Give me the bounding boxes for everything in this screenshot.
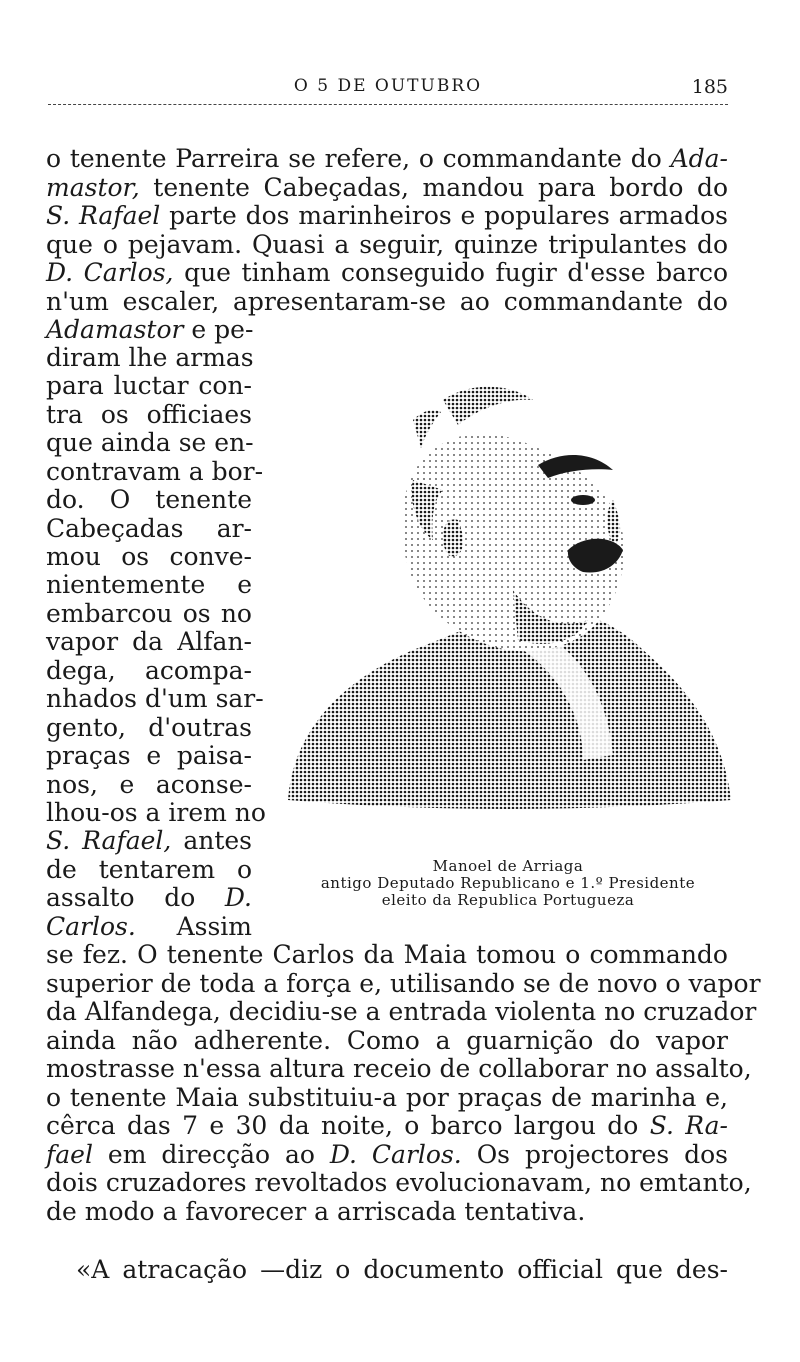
text-line: Cabeçadas ar- xyxy=(46,514,252,543)
text-line: mou os conve- xyxy=(46,542,252,571)
page-number: 185 xyxy=(691,76,728,98)
text-line: superior de toda a força e, utilisando se de novo o vapor xyxy=(46,969,761,998)
text-line: vapor da Alfan- xyxy=(46,627,252,656)
text-line: nos, e aconse- xyxy=(46,770,252,799)
text-line: «A atracação —diz o documento official que des- xyxy=(76,1255,728,1284)
text-line: n'um escaler, apresentaram-se ao commandante do xyxy=(46,287,728,316)
running-title: O 5 DE OUTUBRO xyxy=(293,76,483,96)
text-line: lhou-os a irem no xyxy=(46,798,266,827)
text-line: Carlos. Assim xyxy=(46,912,252,941)
text-line: contravam a bor- xyxy=(46,457,264,486)
text-line: de modo a favorecer a arriscada tentativa. xyxy=(46,1197,586,1226)
text-line: para luctar con- xyxy=(46,371,252,400)
text-line: que ainda se en- xyxy=(46,428,254,457)
text-line: S. Rafael parte dos marinheiros e populares armados xyxy=(46,201,728,230)
text-line: embarcou os no xyxy=(46,599,252,628)
text-line: mastor, tenente Cabeçadas, mandou para bordo do xyxy=(46,173,728,202)
text-line: mostrasse n'essa altura receio de collaborar no assalto, xyxy=(46,1054,752,1083)
text-line: nientemente e xyxy=(46,570,252,599)
text-line: cêrca das 7 e 30 da noite, o barco largou do S. Ra- xyxy=(46,1111,728,1140)
text-line: diram lhe armas xyxy=(46,343,254,372)
text-line: de tentarem o xyxy=(46,855,252,884)
text-line: do. O tenente xyxy=(46,485,252,514)
text-line: tra os officiaes xyxy=(46,400,252,429)
text-line: gento, d'outras xyxy=(46,713,252,742)
text-line: Adamastor e pe- xyxy=(46,315,254,344)
running-header xyxy=(48,76,728,104)
portrait-illustration xyxy=(283,350,733,855)
text-line: da Alfandega, decidiu-se a entrada violenta no cruzador xyxy=(46,997,757,1026)
text-line: S. Rafael, antes xyxy=(46,826,253,855)
text-line: D. Carlos, que tinham conseguido fugir d'esse barco xyxy=(46,258,728,287)
text-line: assalto do D. xyxy=(46,883,252,912)
text-line: praças e paisa- xyxy=(46,741,252,770)
text-line: o tenente Maia substituiu-a por praças de marinha e, xyxy=(46,1083,728,1112)
text-line: dois cruzadores revoltados evolucionavam, no emtanto, xyxy=(46,1168,752,1197)
text-line: ainda não adherente. Como a guarnição do vapor xyxy=(46,1026,728,1055)
text-line: fael em direcção ao D. Carlos. Os projectores dos xyxy=(46,1140,729,1169)
figure-caption-title-cont: eleito da Republica Portugueza xyxy=(381,891,635,909)
text-line: se fez. O tenente Carlos da Maia tomou o commando xyxy=(46,940,728,969)
figure-caption-title: antigo Deputado Republicano e 1.º Presidente xyxy=(320,874,696,892)
text-line: dega, acompa- xyxy=(46,656,252,685)
text-line: nhados d'um sar- xyxy=(46,684,264,713)
text-line: o tenente Parreira se refere, o commandante do Ada- xyxy=(46,144,728,173)
header-rule xyxy=(48,104,728,105)
figure-caption-name: Manoel de Arriaga xyxy=(432,857,584,875)
text-line: que o pejavam. Quasi a seguir, quinze tripulantes do xyxy=(46,230,728,259)
